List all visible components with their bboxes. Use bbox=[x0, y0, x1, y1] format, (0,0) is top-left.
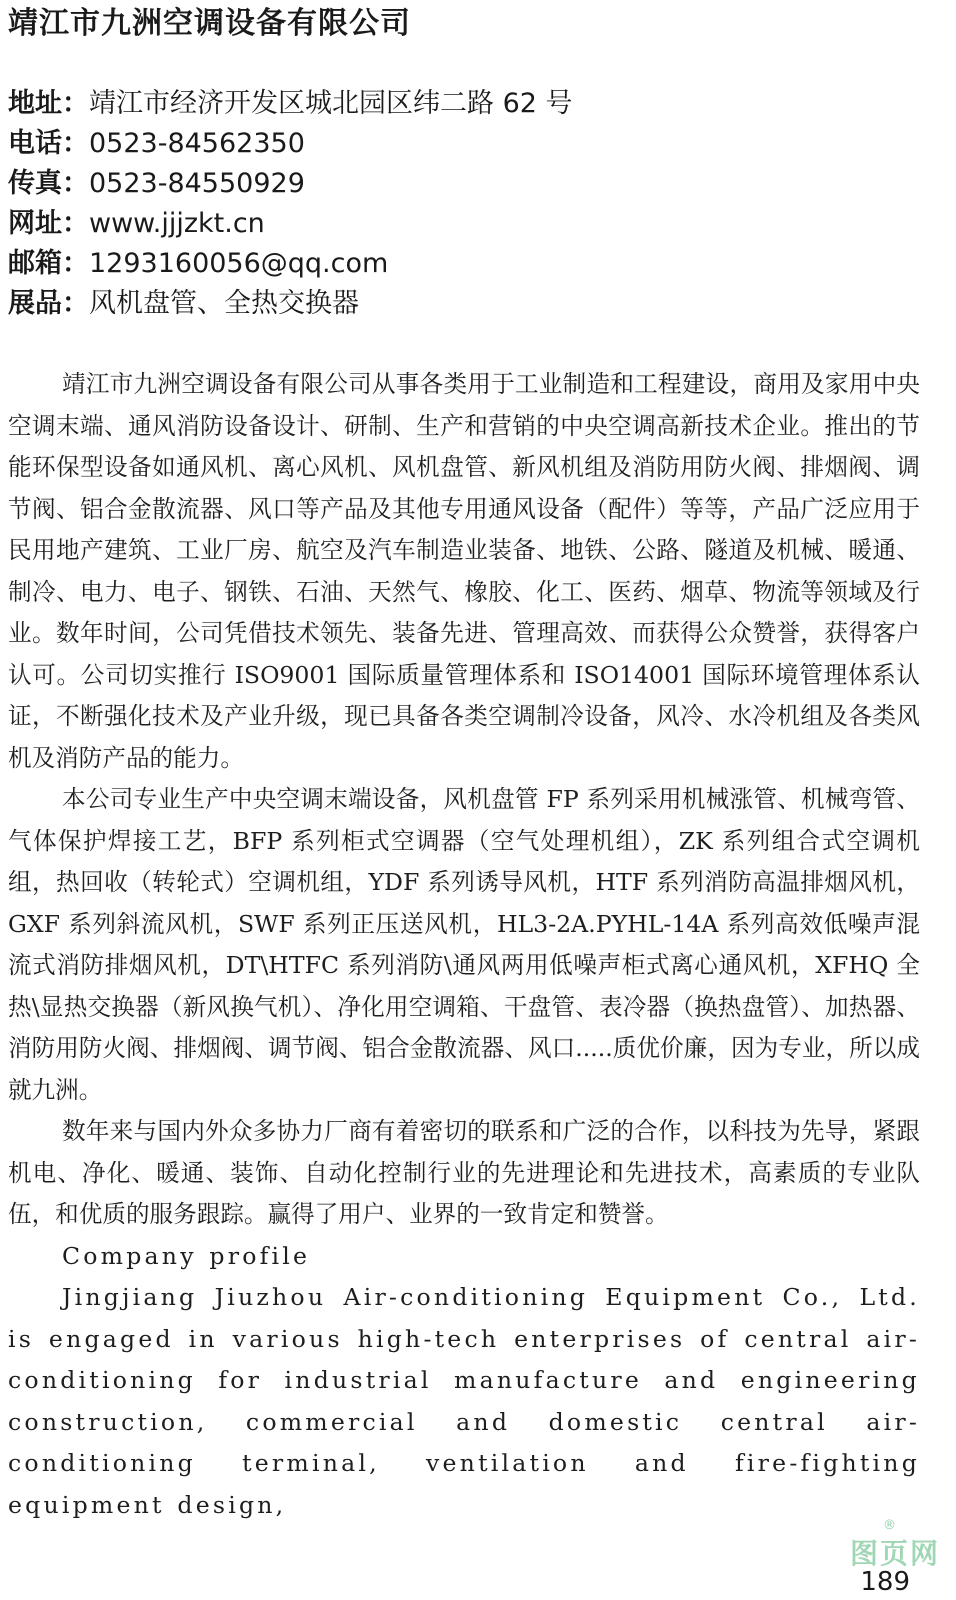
phone-value: 0523-84562350 bbox=[89, 128, 305, 159]
address-label: 地址： bbox=[8, 88, 89, 119]
contact-address bbox=[8, 84, 573, 124]
company-description bbox=[8, 364, 920, 1526]
watermark-registered-mark: ® bbox=[883, 1518, 896, 1533]
fax-value: 0523-84550929 bbox=[89, 168, 305, 199]
website-label: 网址： bbox=[8, 208, 89, 239]
english-paragraph: Jingjiang Jiuzhou Air-conditioning Equipment Co., Ltd. is engaged in various high-tech enterprises of central air-conditioning for industrial manufacture and engineering construction, commercial and domestic central air-conditioning terminal, ventilation and fire-fighting equipment design, bbox=[8, 1283, 920, 1519]
page-number: 189 bbox=[860, 1567, 910, 1597]
paragraph-products: 本公司专业生产中央空调末端设备，风机盘管 FP 系列采用机械涨管、机械弯管、气体保护焊接工艺，BFP 系列柜式空调器（空气处理机组），ZK 系列组合式空调机组，热回收（转轮式）空调机组，YDF 系列诱导风机，HTF 系列消防高温排烟风机，GXF 系列斜流风机，SWF 系列正压送风机，HL3-2A.PYHL-14A 系列高效低噪声混流式消防排烟风机，DT\HTFC 系列消防\通风两用低噪声柜式离心通风机，XFHQ 全热\显热交换器（新风换气机）、净化用空调箱、干盘管、表冷器（换热盘管）、加热器、消防用防火阀、排烟阀、调节阀、铝合金散流器、风口.....质优价廉，因为专业，所以成就九洲。 bbox=[8, 785, 920, 1104]
website-value: www.jjjzkt.cn bbox=[89, 208, 265, 239]
watermark-logo: 图页网 bbox=[849, 1537, 940, 1570]
contact-exhibits bbox=[8, 284, 573, 324]
paragraph-cooperation: 数年来与国内外众多协力厂商有着密切的联系和广泛的合作，以科技为先导，紧跟机电、净化、暖通、装饰、自动化控制行业的先进理论和先进技术，高素质的专业队伍，和优质的服务跟踪。赢得了用户、业界的一致肯定和赞誉。 bbox=[8, 1117, 920, 1228]
phone-label: 电话： bbox=[8, 128, 89, 159]
paragraph-intro: 靖江市九洲空调设备有限公司从事各类用于工业制造和工程建设，商用及家用中央空调末端、通风消防设备设计、研制、生产和营销的中央空调高新技术企业。推出的节能环保型设备如通风机、离心风机、风机盘管、新风机组及消防用防火阀、排烟阀、调节阀、铝合金散流器、风口等产品及其他专用通风设备（配件）等等，产品广泛应用于民用地产建筑、工业厂房、航空及汽车制造业装备、地铁、公路、隧道及机械、暖通、制冷、电力、电子、钢铁、石油、天然气、橡胶、化工、医药、烟草、物流等领域及行业。数年时间，公司凭借技术领先、装备先进、管理高效、而获得公众赞誉，获得客户认可。公司切实推行 ISO9001 国际质量管理体系和 ISO14001 国际环境管理体系认证，不断强化技术及产业升级，现已具备各类空调制冷设备，风冷、水冷机组及各类风机及消防产品的能力。 bbox=[8, 370, 920, 772]
contact-website bbox=[8, 204, 573, 244]
contact-info bbox=[8, 84, 573, 324]
english-heading: Company profile bbox=[62, 1241, 311, 1270]
address-value: 靖江市经济开发区城北园区纬二路 62 号 bbox=[89, 88, 573, 119]
exhibits-value: 风机盘管、全热交换器 bbox=[89, 288, 359, 319]
fax-label: 传真： bbox=[8, 168, 89, 199]
contact-email bbox=[8, 244, 573, 284]
contact-fax bbox=[8, 164, 573, 204]
email-label: 邮箱： bbox=[8, 248, 89, 279]
email-value: 1293160056@qq.com bbox=[89, 248, 389, 279]
exhibits-label: 展品： bbox=[8, 288, 89, 319]
contact-phone bbox=[8, 124, 573, 164]
company-title: 靖江市九洲空调设备有限公司 bbox=[8, 6, 411, 41]
